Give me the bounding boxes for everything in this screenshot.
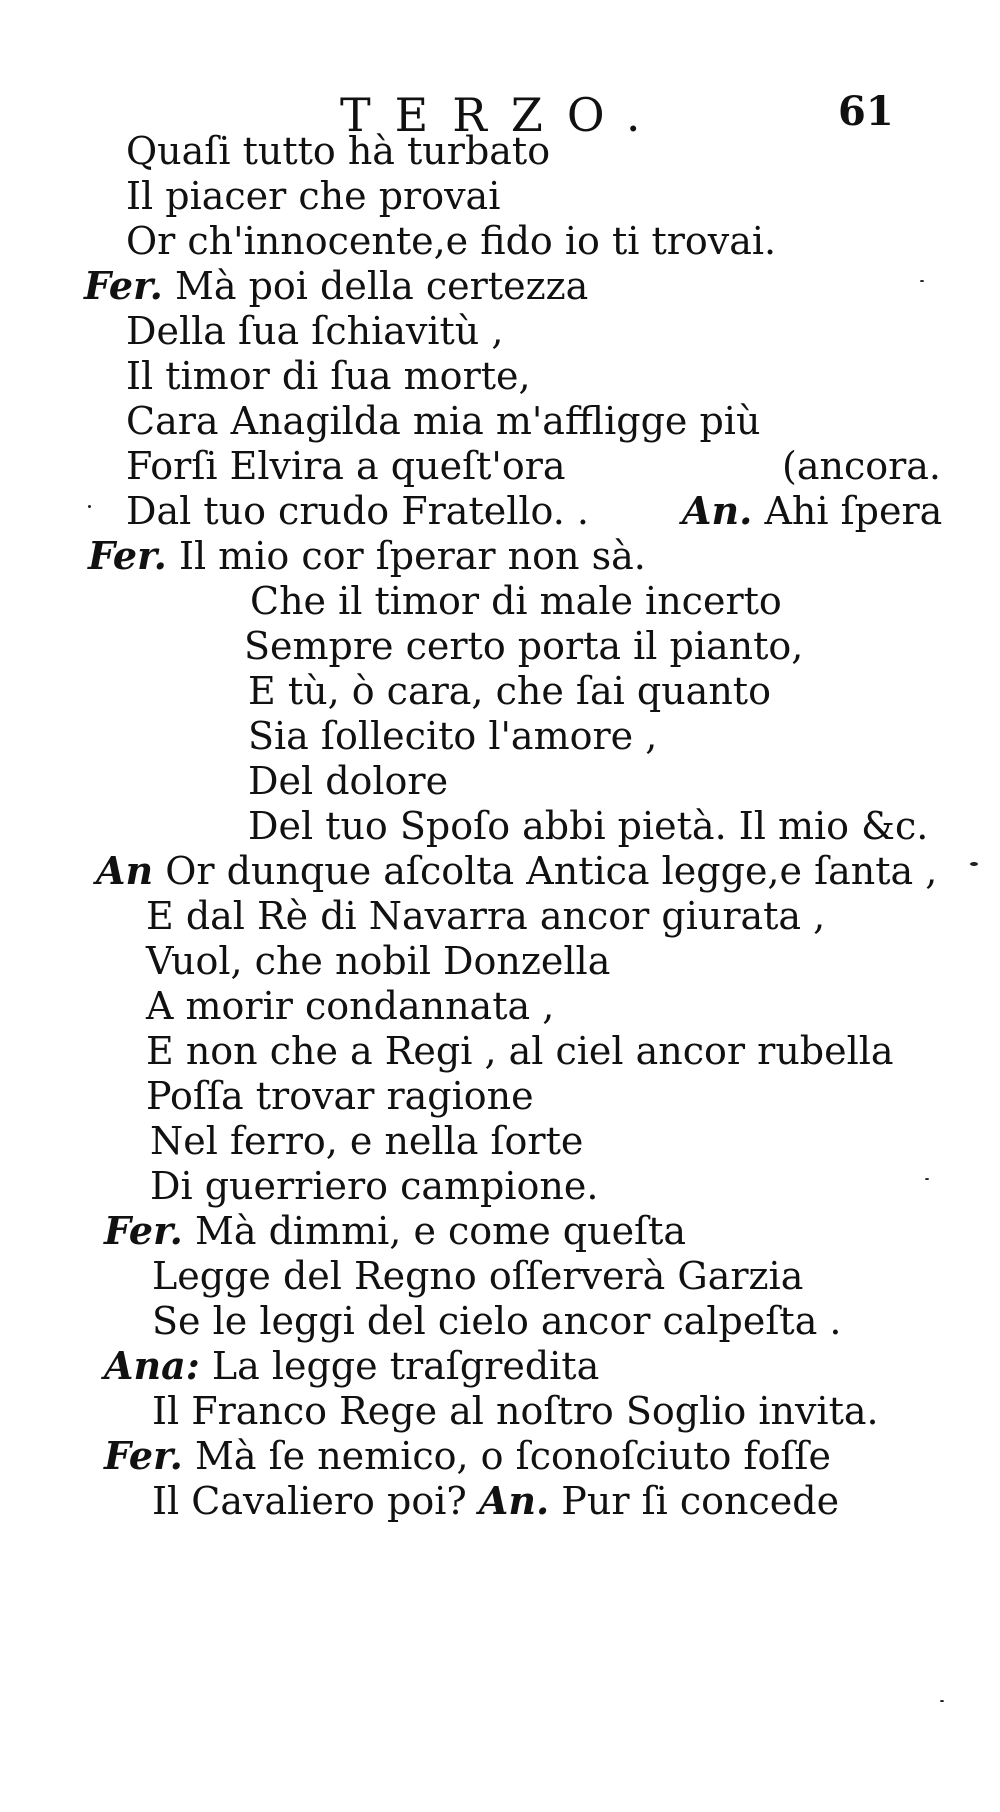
verse-text: Di guerriero campione.: [150, 1164, 599, 1208]
ink-speck: [940, 1700, 944, 1702]
verse-text: Forſi Elvira a queſt'ora: [126, 444, 566, 488]
verse-text: E non che a Regi , al ciel ancor rubella: [146, 1029, 894, 1073]
verse-text: Mà ſe nemico, o ſconoſciuto foſſe: [194, 1434, 831, 1478]
speaker-label: Fer.: [84, 263, 163, 308]
verse-text: Il timor di ſua morte,: [126, 354, 531, 398]
aria-line: [248, 713, 657, 759]
verse-text: Vuol, che nobil Donzella: [146, 939, 611, 983]
speaker-label: Ana:: [104, 1343, 200, 1388]
ink-speck: [970, 862, 978, 866]
verse-text: Cara Anagilda mia m'affligge più: [126, 399, 761, 443]
aria-line: [244, 623, 803, 669]
verse-line: [150, 1163, 598, 1209]
verse-text: Se le leggi del cielo ancor calpeſta .: [152, 1299, 842, 1343]
verse-line: [104, 1433, 831, 1479]
verse-line: [152, 1253, 803, 1299]
verse-line: [126, 128, 550, 174]
ink-speck: [925, 1178, 929, 1180]
verse-text: Sia ſollecito l'amore ,: [248, 714, 658, 758]
verse-line: [146, 938, 610, 984]
speaker-label: Fer.: [104, 1433, 183, 1478]
verse-text: Poſſa trovar ragione: [146, 1074, 534, 1118]
verse-text: Or ch'innocente,e fido io ti trovai.: [126, 219, 777, 263]
speaker-label: Fer.: [104, 1208, 183, 1253]
verse-text: Il mio cor ſperar non sà.: [178, 534, 646, 578]
verse-text: Mà dimmi, e come queſta: [194, 1209, 687, 1253]
verse-line: [146, 1028, 894, 1074]
verse-line: [146, 1073, 534, 1119]
ink-speck: [88, 505, 91, 508]
verse-text: Della ſua ſchiavitù ,: [126, 309, 504, 353]
verse-line: [104, 1208, 686, 1254]
speaker-label: An.: [682, 488, 753, 533]
verse-text: Il piacer che provai: [126, 174, 501, 218]
page-number: 61: [838, 88, 894, 135]
verse-text: Dal tuo crudo Fratello. .: [126, 489, 589, 533]
verse-text: Ahi ſpera: [764, 489, 943, 533]
verse-text: Che il timor di male incerto: [250, 579, 782, 623]
verse-text: Nel ferro, e nella ſorte: [150, 1119, 584, 1163]
verse-text: E dal Rè di Navarra ancor giurata ,: [146, 894, 826, 938]
speaker-label: An: [96, 848, 154, 893]
verse-line: [146, 893, 825, 939]
verse-text: Del dolore: [248, 759, 449, 803]
verse-text: Legge del Regno oſſerverà Garzia: [152, 1254, 804, 1298]
verse-text: Il Cavaliero poi?: [152, 1479, 467, 1523]
verse-text: Del tuo Spoſo abbi pietà. Il mio &c.: [248, 804, 929, 848]
aria-line: [250, 578, 782, 624]
speaker-label: Fer.: [88, 533, 167, 578]
verse-line: [104, 1343, 599, 1389]
verse-text: E tù, ò cara, che ſai quanto: [248, 669, 771, 713]
verse-line: [126, 308, 503, 354]
verse-line: [126, 218, 776, 264]
aria-line: [248, 803, 928, 849]
verse-text: Or dunque aſcolta Antica legge,e ſanta ,: [165, 849, 938, 893]
verse-line: [152, 1478, 839, 1524]
verse-line: [84, 263, 588, 309]
verse-line: [126, 173, 500, 219]
verse-line: [150, 1118, 583, 1164]
verse-line-continuation: [682, 488, 942, 534]
verse-text: Mà poi della certezza: [174, 264, 589, 308]
verse-text: Sempre certo porta il pianto,: [244, 624, 804, 668]
verse-line: [126, 488, 589, 534]
verse-line: [126, 443, 566, 489]
verse-text: Quaſi tutto hà turbato: [126, 129, 551, 173]
verse-text: A morir condannata ,: [146, 984, 555, 1028]
verse-line: [88, 533, 646, 579]
aria-line: [248, 758, 448, 804]
verse-line: [126, 398, 760, 444]
turnover-fragment: (ancora.: [782, 444, 942, 488]
verse-line: [152, 1388, 879, 1434]
verse-line: [146, 983, 554, 1029]
verse-text: Il Franco Rege al noſtro Soglio invita.: [152, 1389, 879, 1433]
speaker-label: An.: [478, 1478, 550, 1523]
verse-line: [152, 1298, 842, 1344]
aria-line: [248, 668, 771, 714]
verse-text: Pur ſi concede: [561, 1479, 840, 1523]
verse-text: La legge traſgredita: [211, 1344, 600, 1388]
verse-line: [126, 353, 531, 399]
verse-line: [96, 848, 937, 894]
running-head: TERZO.: [340, 88, 665, 142]
ink-speck: [920, 280, 924, 282]
